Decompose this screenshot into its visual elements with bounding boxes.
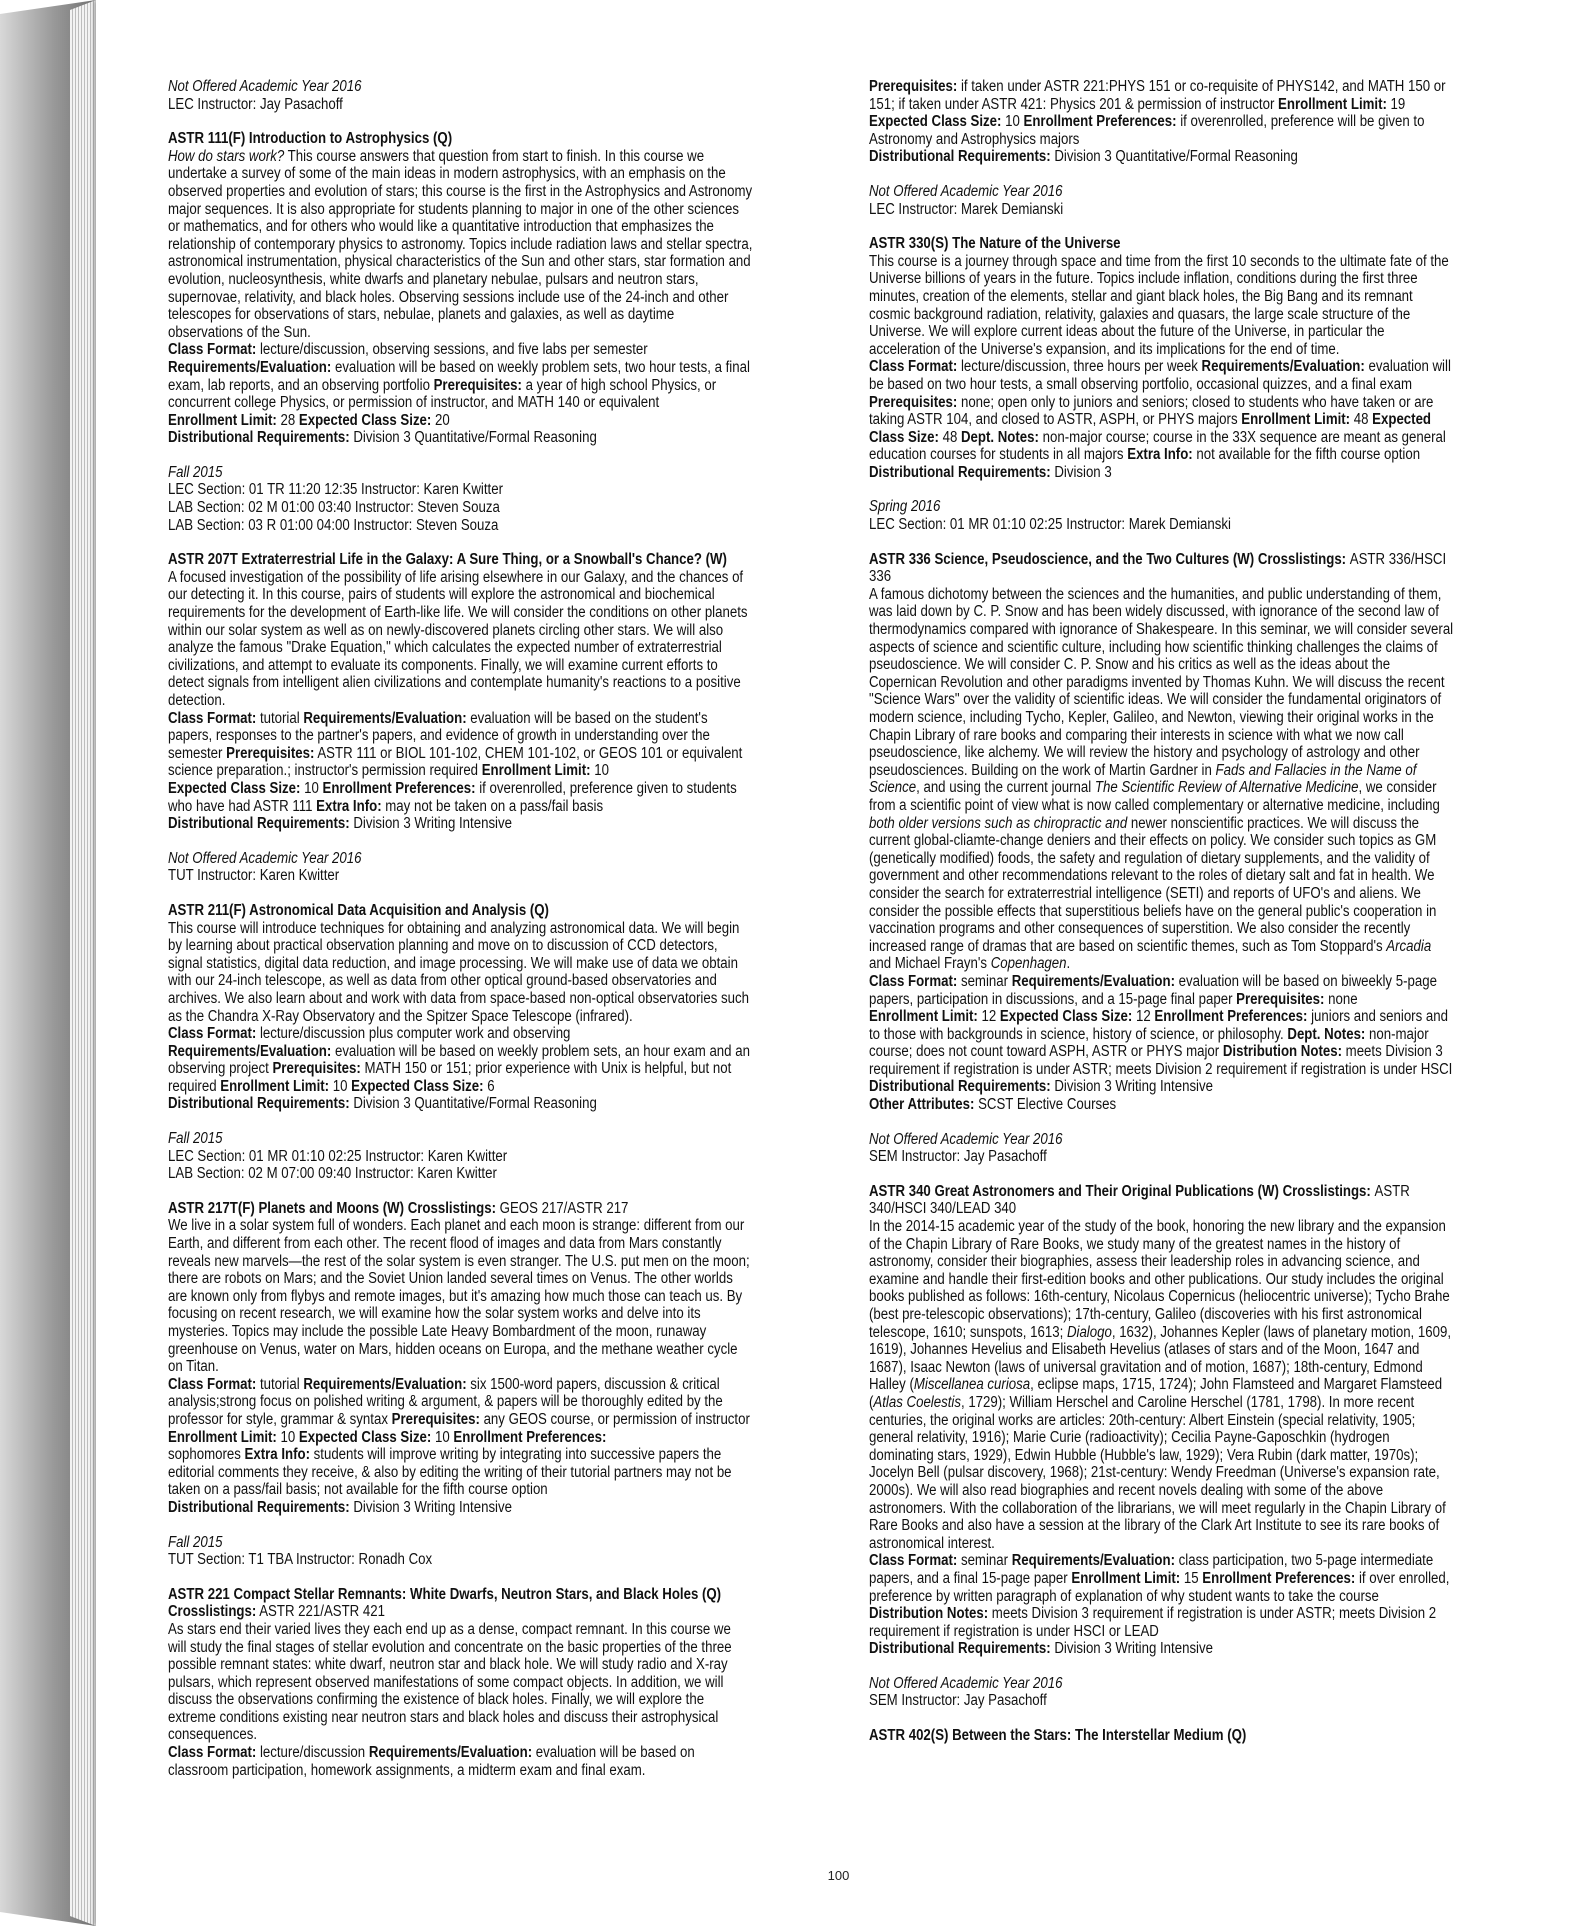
course-title-line	[869, 551, 1454, 586]
pref-label: Enrollment Preferences:	[1202, 1569, 1356, 1587]
desc-italic: both older versions such as chiropractic and	[869, 814, 1128, 832]
dist-value: Division 3 Writing Intensive	[349, 1498, 512, 1516]
desc-text: and Michael Frayn's	[869, 955, 991, 973]
course-astr207	[168, 551, 753, 833]
course-details	[168, 710, 753, 816]
pref-value: if overenrolled, preference will be given to Astronomy and Astrophysics majors	[869, 113, 1425, 148]
size-label: Expected Class Size:	[298, 1428, 432, 1446]
section-line: LEC Section: 01 MR 01:10 02:25 Instructor: Marek Demianski	[869, 516, 1231, 534]
enroll-value: 10	[329, 1077, 352, 1095]
class-format-value: seminar	[957, 972, 1012, 990]
class-format	[168, 1025, 753, 1043]
schedule-astr330	[869, 498, 1454, 533]
enroll-label: Enrollment Limit:	[481, 762, 591, 780]
enroll-label: Enrollment Limit:	[1278, 95, 1387, 113]
section-line: TUT Section: T1 TBA Instructor: Ronadh Cox	[168, 1551, 433, 1569]
schedule-astr111	[168, 464, 753, 534]
course-title: ASTR 336 Science, Pseudoscience, and the Two Cultures (W) Crosslistings:	[869, 550, 1350, 568]
class-format-value: lecture/discussion, three hours per week	[957, 358, 1202, 376]
left-column	[168, 78, 753, 1796]
enroll-value: 28	[276, 411, 299, 429]
term: Fall 2015	[168, 463, 223, 481]
enroll-label: Enrollment Limit:	[869, 1008, 978, 1026]
section-line: LEC Instructor: Marek Demianski	[869, 200, 1064, 218]
enroll-label: Enrollment Limit:	[1071, 1569, 1181, 1587]
dist-label: Distributional Requirements:	[168, 429, 350, 447]
desc-text: , and using the current journal	[916, 779, 1095, 797]
prereq-label: Prerequisites:	[391, 1410, 480, 1428]
crosslistings	[168, 1603, 753, 1621]
req-label: Requirements/Evaluation:	[1201, 358, 1365, 376]
enrollment	[168, 412, 753, 430]
class-format-label: Class Format:	[168, 1025, 257, 1043]
section-line: LAB Section: 02 M 01:00 03:40 Instructor: Steven Souza	[168, 499, 500, 517]
course-description: A focused investigation of the possibility of life arising elsewhere in our Galaxy, and the chances of our detecting it. In this course, pairs of students will explore the astronomical and biochemical requirements for the development of Earth-like life. We will consider the conditions on other planets within our solar system as well as on newly-discovered planets circling other stars. We will also analyze the famous "Drake Equation," which calculates the expected number of extraterrestrial civilizations, and attempt to evaluate its components. Finally, we will examine current efforts to detect signals from intelligent alien civilizations and contemplate humanity's reactions to a positive detection.	[168, 568, 748, 709]
distribution	[869, 148, 1454, 166]
book-page-edge	[70, 0, 96, 1926]
course-title-line	[869, 1183, 1454, 1218]
extra-value: students will improve writing by integrating into successive papers the editorial comments they receive, & also by editing the writing of their tutorial partners may not be taken on a pass/fail basis; not available for the fifth course option	[168, 1446, 732, 1499]
course-astr217	[168, 1200, 753, 1517]
req-value: evaluation will be based on classroom participation, homework assignments, a midterm exam and final exam.	[168, 1744, 695, 1779]
class-format-value: seminar	[957, 1552, 1012, 1570]
course-description: As stars end their varied lives they each end up as a dense, compact remnant. In this course we will study the final stages of stellar evolution and concentrate on the basic properties of the three possible remnant states: white dwarf, neutron star and black hole. We will study radio and X-ray pulsars, which represent observed manifestations of some compact objects. In addition, we will discuss the observations confirming the existence of black holes. Finally, we will explore the extreme conditions existing near neutron stars and black holes and discuss their astrophysical consequences.	[168, 1620, 732, 1744]
course-title: ASTR 211(F) Astronomical Data Acquisition and Analysis (Q)	[168, 901, 549, 919]
intro-offering	[168, 78, 753, 113]
class-format-label: Class Format:	[168, 709, 257, 727]
dist-label: Distributional Requirements:	[869, 1640, 1051, 1658]
section-line: LEC Section: 01 MR 01:10 02:25 Instructor: Karen Kwitter	[168, 1147, 508, 1165]
class-format-value: tutorial	[256, 1375, 304, 1393]
cross-value: ASTR 221/ASTR 421	[256, 1603, 386, 1621]
pref-value: if over enrolled, preference by written paragraph of explanation of why student wants to take the course	[869, 1569, 1450, 1605]
size-value: 10	[431, 1428, 454, 1446]
prereq-label: Prerequisites:	[869, 393, 958, 411]
prereq-value: any GEOS course, or permission of instructor	[479, 1410, 750, 1428]
enroll-value: 48	[1350, 411, 1373, 429]
other-label: Other Attributes:	[869, 1096, 975, 1114]
req-label: Requirements/Evaluation:	[1011, 1552, 1175, 1570]
desc-italic: Copenhagen	[990, 955, 1067, 973]
size-label: Expected Class Size:	[351, 1077, 484, 1095]
desc-text: In the 2014-15 academic year of the study of the book, honoring the new library and the expansion of the Chapin Library of Rare Books, we study many of the greatest names in the history of astronomy, consider their biographies, assess their leadership roles in advancing science, and examine and handle their first-edition books and other publications. Our study includes the original books published as follows: 16th-century, Nicolaus Copernicus (heliocentric universe); Tycho Brahe (best pre-telescopic observations); 17th-century, Galileo (discoveries with his first astronomical telescope, 1610; sunspots, 1613;	[869, 1218, 1450, 1341]
size-label: Expected Class Size:	[298, 411, 432, 429]
pref-label: Enrollment Preferences:	[453, 1428, 607, 1446]
section-line: LEC Instructor: Jay Pasachoff	[168, 95, 343, 113]
size-label: Expected Class Size:	[999, 1008, 1133, 1026]
dist-label: Distributional Requirements:	[168, 1095, 350, 1113]
term: Fall 2015	[168, 1130, 223, 1148]
course-details	[869, 78, 1454, 148]
schedule-astr336	[869, 1131, 1454, 1166]
dist-value: Division 3 Quantitative/Formal Reasoning	[1050, 148, 1298, 166]
course-title: ASTR 402(S) Between the Stars: The Interstellar Medium (Q)	[869, 1727, 1247, 1745]
desc-text: .	[1066, 955, 1071, 973]
dist-label: Distributional Requirements:	[168, 815, 350, 833]
pref-value: juniors and seniors and to those with backgrounds in science, history of science, or philosophy.	[869, 1008, 1448, 1043]
desc-text: , 1632), Johannes Kepler (laws of planetary motion, 1609, 1619), Johannes Hevelius and Elisabeth Hevelius (atlases of stars and of the Moon, 1647 and 1687), Isaac Newton (laws of universal gravitation and of motion, 1687); 18th-century, Edmond Halley (	[869, 1323, 1452, 1394]
dist-value: Division 3 Quantitative/Formal Reasoning	[349, 1095, 597, 1113]
course-astr111	[168, 130, 753, 447]
size-value: 48	[938, 428, 961, 446]
term: Fall 2015	[168, 1533, 223, 1551]
dist-label: Distributional Requirements:	[869, 463, 1051, 481]
schedule-astr217	[168, 1534, 753, 1569]
desc-italic: Atlas Coelestis	[873, 1393, 961, 1411]
cross-label: Crosslistings:	[168, 1603, 257, 1621]
req-label: Requirements/Evaluation:	[303, 1375, 467, 1393]
catalog-page	[96, 0, 1581, 1926]
course-title: ASTR 207T Extraterrestrial Life in the Galaxy: A Sure Thing, or a Snowball's Chance? (W)	[168, 551, 727, 569]
enroll-value: 12	[977, 1008, 1000, 1026]
course-astr402	[869, 1727, 1454, 1745]
course-title-line	[168, 1200, 753, 1218]
pref-label: Enrollment Preferences:	[322, 779, 476, 797]
prereq-value: none	[1324, 990, 1358, 1008]
desc-italic: Miscellanea curiosa	[913, 1376, 1031, 1394]
pref-label: Enrollment Preferences:	[1154, 1008, 1308, 1026]
enroll-label: Enrollment Limit:	[220, 1077, 330, 1095]
course-title: ASTR 330(S) The Nature of the Universe	[869, 235, 1121, 253]
desc-italic: Arcadia	[1386, 937, 1432, 955]
page-number: 100	[827, 1868, 850, 1883]
pref-label: Enrollment Preferences:	[1023, 113, 1177, 131]
req-value: evaluation will be based on biweekly 5-page papers, participation in discussions, and a 15-page final paper	[869, 972, 1437, 1008]
desc-text: , eclipse maps, 1715, 1724); John Flamsteed and Margaret Flamsteed (	[869, 1376, 1443, 1411]
crosslisting-value: GEOS 217/ASTR 217	[499, 1199, 629, 1217]
distribution	[168, 1095, 753, 1113]
other-attributes	[869, 1096, 1454, 1114]
distribution	[168, 429, 753, 447]
section-line: SEM Instructor: Jay Pasachoff	[869, 1692, 1047, 1710]
term: Spring 2016	[869, 498, 941, 516]
crosslisting-value: ASTR 336/HSCI 336	[869, 550, 1447, 586]
section-line: LAB Section: 03 R 01:00 04:00 Instructor: Steven Souza	[168, 516, 499, 534]
prereq-value: ASTR 111 or BIOL 101-102, CHEM 101-102, or GEOS 101 or equivalent science preparation.; instructor's permission required	[168, 744, 743, 780]
course-astr221-continued	[869, 78, 1454, 166]
schedule-astr340	[869, 1675, 1454, 1710]
req-label: Requirements/Evaluation:	[1011, 972, 1175, 990]
class-format-value: lecture/discussion plus computer work and observing	[256, 1025, 571, 1043]
prereq-label: Prerequisites:	[272, 1060, 361, 1078]
req-value: evaluation will be based on weekly problem sets, two hour tests, a final exam, lab reports, and an observing portfolio	[168, 358, 750, 394]
course-astr221	[168, 1586, 753, 1780]
extra-label: Extra Info:	[316, 797, 382, 815]
dist-label: Distributional Requirements:	[869, 148, 1051, 166]
prereq-label: Prerequisites:	[226, 744, 315, 762]
course-description	[168, 148, 753, 342]
desc-text: This course answers that question from start to finish. In this course we undertake a survey of some of the main ideas in modern astrophysics, with an emphasis on the observed properties and evolution of stars; this course is the first in the Astrophysics and Astronomy major sequences. It is also appropriate for students planning to major in one of the other sciences or mathematics, and for others who would like a quantitative introduction that emphasizes the relationship of contemporary physics to astronomy. Topics include radiation laws and stellar spectra, astronomical instrumentation, physical characteristics of the Sun and other stars, star formation and evolution, nucleosynthesis, white dwarfs and planetary nebulae, pulsars and neutron stars, supernovae, relativity, and black holes. Observing sessions include use of the 24-inch and other telescopes for observations of stars, nebulae, planets and galaxies, as well as daytime observations of the Sun.	[168, 147, 753, 341]
term: Not Offered Academic Year 2016	[168, 78, 362, 95]
enroll-value: 10	[276, 1428, 299, 1446]
course-description: This course will introduce techniques for obtaining and analyzing astronomical data. We will begin by learning about practical observation planning and move on to discussion of CCD detectors, signal statistics, digital data reduction, and image processing. We will make use of data we obtain with our 24-inch telescope, as well as data from other optical ground-based observatories and archives. We also learn about and work with data from space-based non-optical observatories such as the Chandra X-Ray Observatory and the Spitzer Space Telescope (infrared).	[168, 919, 749, 1025]
prereq-label: Prerequisites:	[1236, 990, 1325, 1008]
distribution	[869, 1078, 1454, 1096]
desc-italic: Fads and Fallacies in the Name of Science	[869, 761, 1417, 797]
req-value: six 1500-word papers, discussion & critical analysis;strong focus on polished writing & argument, & papers will be thoroughly edited by the professor for style, grammar & syntax	[168, 1375, 723, 1428]
prereq-label: Prerequisites:	[433, 376, 522, 394]
prereq-label: Prerequisites:	[869, 78, 958, 95]
course-title: ASTR 217T(F) Planets and Moons (W) Crosslistings:	[168, 1199, 500, 1217]
desc-text: newer nonscientific practices. We will discuss the current global-cliamte-change deniers and their effects on policy. We consider such topics as GM (genetically modified) foods, the safety and regulation of dietary supplements, and the validity of government and other recommendations relevant to the roles of dietary salt and fat in health. We consider the search for extraterrestrial intelligence (SETI) and reports of UFO's and aliens. We consider the possible effects that superstitious beliefs have on the general public's cooperation in vaccination programs and other consequences of superstition. We also consider the recently increased range of dramas that are based on scientific themes, such as Tom Stoppard's	[869, 814, 1437, 955]
dist-value: Division 3 Writing Intensive	[1050, 1078, 1213, 1096]
distnotes-label: Distribution Notes:	[1222, 1043, 1342, 1061]
term: Not Offered Academic Year 2016	[869, 1674, 1063, 1692]
enroll-label: Enrollment Limit:	[1241, 411, 1351, 429]
enroll-value: 10	[590, 762, 609, 780]
term: Not Offered Academic Year 2016	[869, 1130, 1063, 1148]
req-label: Requirements/Evaluation:	[168, 358, 332, 376]
extra-value: not available for the fifth course option	[1192, 446, 1421, 464]
class-format-value: tutorial	[256, 709, 304, 727]
desc-italic: How do stars work?	[168, 147, 285, 165]
req-value: evaluation will be based on weekly problem sets, an hour exam and an observing project	[168, 1042, 750, 1078]
dist-value: Division 3 Writing Intensive	[349, 815, 512, 833]
course-title: ASTR 221 Compact Stellar Remnants: White Dwarfs, Neutron Stars, and Black Holes (Q)	[168, 1585, 722, 1603]
size-label: Expected Class Size:	[869, 113, 1002, 131]
distnotes-value: meets Division 3 requirement if registration is under ASTR; meets Division 2 requirement if registration is under HSCI	[869, 1043, 1453, 1078]
enroll-label: Enrollment Limit:	[168, 1428, 277, 1446]
right-column	[869, 78, 1454, 1762]
course-title: ASTR 340 Great Astronomers and Their Original Publications (W) Crosslistings:	[869, 1182, 1375, 1200]
distribution	[168, 815, 753, 833]
pref-value: if overenrolled, preference given to students who have had ASTR 111	[168, 779, 737, 815]
notes-label: Dept. Notes:	[1287, 1025, 1366, 1043]
course-astr336	[869, 551, 1454, 1114]
extra-value: may not be taken on a pass/fail basis	[381, 797, 604, 815]
course-description: This course is a journey through space and time from the first 10 seconds to the ultimate fate of the Universe billions of years in the future. Topics include inflation, conditions during the first three minutes, creation of the elements, stellar and giant black holes, the Big Bang and its remnant cosmic background radiation, relativity, galaxies and quasars, the large scale structure of the Universe. We will explore current ideas about the future of the Universe, in particular the acceleration of the Universe's expansion, and its implications for the end of time.	[869, 252, 1449, 358]
course-details	[168, 1043, 753, 1096]
size-label: Expected Class Size:	[869, 411, 1432, 446]
distribution	[869, 1640, 1454, 1658]
class-format-label: Class Format:	[168, 1744, 257, 1762]
req-label: Requirements/Evaluation:	[303, 709, 467, 727]
course-astr340	[869, 1183, 1454, 1658]
dist-label: Distributional Requirements:	[869, 1078, 1051, 1096]
course-description	[869, 586, 1454, 973]
crosslisting-value: ASTR 340/HSCI 340/LEAD 340	[869, 1182, 1410, 1218]
req-value: evaluation will be based on two hour tests, a small observing portfolio, occasional quizzes, and a final exam	[869, 358, 1451, 393]
course-astr330	[869, 235, 1454, 481]
req-label: Requirements/Evaluation:	[168, 1042, 332, 1060]
distnotes-value: meets Division 3 requirement if registration is under ASTR; meets Division 2 requirement if registration is under HSCI or LEAD	[869, 1605, 1437, 1640]
distnotes-label: Distribution Notes:	[869, 1605, 989, 1623]
desc-italic: Dialogo	[1066, 1323, 1112, 1341]
class-format-label: Class Format:	[168, 1375, 257, 1393]
extra-label: Extra Info:	[244, 1446, 310, 1464]
schedule-astr211	[168, 1130, 753, 1183]
distribution	[869, 464, 1454, 482]
dist-label: Distributional Requirements:	[168, 1498, 350, 1516]
size-value: 20	[431, 411, 450, 429]
notes-value: non-major course; course in the 33X sequence are meant as general education courses for students in all majors	[869, 428, 1446, 464]
dist-value: Division 3 Writing Intensive	[1050, 1640, 1213, 1658]
desc-italic: The Scientific Review of Alternative Medicine	[1094, 779, 1359, 797]
section-line: LAB Section: 02 M 07:00 09:40 Instructor: Karen Kwitter	[168, 1165, 497, 1183]
size-value: 12	[1132, 1008, 1155, 1026]
req-label: Requirements/Evaluation:	[368, 1744, 533, 1762]
dist-value: Division 3	[1050, 463, 1112, 481]
size-label: Expected Class Size:	[168, 779, 301, 797]
req-value: evaluation will be based on the student's papers, responses to the partner's papers, and evidence of growth in understanding over the semester	[168, 709, 710, 762]
dist-value: Division 3 Quantitative/Formal Reasoning	[349, 429, 597, 447]
desc-text: A famous dichotomy between the sciences and the humanities, and public understanding of them, was laid down by C. P. Snow and has been widely discussed, with ignorance of the second law of thermodynamics compared with ignorance of Shakespeare. In this seminar, we will consider several aspects of science and scientific culture, including how scientific thinking challenges the claims of pseudoscience. We will consider C. P. Snow and his critics as well as the ideas about the Copernican Revolution and other paradigms invented by Thomas Kuhn. We will discuss the recent "Science Wars" over the validity of scientific ideas. We will consider the fundamental originators of modern science, including Tycho, Kepler, Galileo, and Newton, viewing their original works in the Chapin Library of rare books and comparing their interests in science with what we now call pseudoscience, like alchemy. We will review the history and psychology of astrology and other pseudosciences. Building on the work of Martin Gardner in	[869, 585, 1454, 779]
section-line: SEM Instructor: Jay Pasachoff	[869, 1148, 1047, 1166]
course-description	[869, 1218, 1454, 1552]
term: Not Offered Academic Year 2016	[869, 182, 1063, 200]
class-format	[168, 341, 753, 359]
pref-value: sophomores	[168, 1446, 245, 1464]
extra-label: Extra Info:	[1127, 446, 1193, 464]
prereq-value: none; open only to juniors and seniors; closed to students who have taken or are taking ASTR 104, and closed to ASTR, ASPH, or PHYS majors	[869, 393, 1434, 429]
class-format-label: Class Format:	[168, 341, 257, 359]
class-format-value: lecture/discussion	[256, 1744, 369, 1762]
course-details	[869, 973, 1454, 1079]
course-details	[168, 1744, 753, 1779]
prereq-value: if taken under ASTR 221:PHYS 151 or co-requisite of PHYS142, and MATH 150 or 151; if taken under ASTR 421: Physics 201 & permission of instructor	[869, 78, 1446, 113]
enroll-value: 15	[1180, 1569, 1203, 1587]
notes-value: non-major course; does not count toward ASPH, ASTR or PHYS major	[869, 1025, 1429, 1061]
class-format-label: Class Format:	[869, 1552, 958, 1570]
course-description: We live in a solar system full of wonders. Each planet and each moon is strange: different from our Earth, and different from each other. The recent flood of images and data from Mars constantly reveals new marvels—the rest of the solar system is even stranger. The U.S. put men on the moon; there are robots on Mars; and the Soviet Union landed several times on Venus. The other worlds are known only from flybys and remote images, but it's amazing how much those can teach us. By focusing on recent research, we will examine how the solar system works and delve into its mysteries. Topics may include the possible Late Heavy Bombardment of the moon, runaway greenhouse on Venus, water on Mars, hidden oceans on Europa, and the methane weather cycle on Titan.	[168, 1217, 750, 1376]
section-line: LEC Section: 01 TR 11:20 12:35 Instructor: Karen Kwitter	[168, 481, 503, 499]
req-value: class participation, two 5-page intermediate papers, and a final 15-page paper	[869, 1552, 1434, 1587]
enroll-label: Enrollment Limit:	[168, 411, 277, 429]
size-value: 6	[483, 1077, 495, 1095]
size-value: 10	[300, 779, 323, 797]
size-value: 10	[1001, 113, 1024, 131]
course-details	[168, 1376, 753, 1499]
distribution	[168, 1499, 753, 1517]
class-format-value: lecture/discussion, observing sessions, and five labs per semester	[256, 341, 648, 359]
class-format-label: Class Format:	[869, 972, 958, 990]
section-line: TUT Instructor: Karen Kwitter	[168, 867, 340, 885]
prereq-value: a year of high school Physics, or concurrent college Physics, or permission of instructor, and MATH 140 or equivalent	[168, 376, 717, 412]
course-details	[168, 359, 753, 412]
prereq-value: MATH 150 or 151; prior experience with Unix is helpful, but not required	[168, 1060, 732, 1095]
notes-label: Dept. Notes:	[960, 428, 1039, 446]
term: Not Offered Academic Year 2016	[168, 849, 362, 867]
schedule-astr221	[869, 183, 1454, 218]
course-details	[869, 1552, 1454, 1640]
course-astr211	[168, 902, 753, 1113]
class-format-label: Class Format:	[869, 358, 958, 376]
enroll-value: 19	[1386, 95, 1406, 113]
schedule-astr207	[168, 850, 753, 885]
other-value: SCST Elective Courses	[974, 1096, 1117, 1114]
desc-text: , 1729); William Herschel and Caroline Herschel (1781, 1798). In more recent centuries, the original works are articles: 20th-century: Albert Einstein (special relativity, 1905; general relativity, 1916); Marie Curie (radioactivity); Cecilia Payne-Gaposchkin (hydrogen dominating stars, 1929), Edwin Hubble (Hubble's law, 1929); Vera Rubin (dark matter, 1970s); Jocelyn Bell (pulsar discovery, 1968); 21st-century: Wendy Freedman (Universe's expansion rate, 2000s). We will also read biographies and recent novels dealing with some of the above astronomers. With the collaboration of the librarians, we will meet regularly in the Chapin Library of Rare Books and also have a session at the library of the Clark Art Institute to see its rare books of astronomical interest.	[869, 1393, 1446, 1552]
course-title: ASTR 111(F) Introduction to Astrophysics (Q)	[168, 130, 453, 148]
course-details	[869, 358, 1454, 464]
desc-text: , we consider from a scientific point of view what is now called complementary or alternative medicine, including	[869, 779, 1440, 814]
